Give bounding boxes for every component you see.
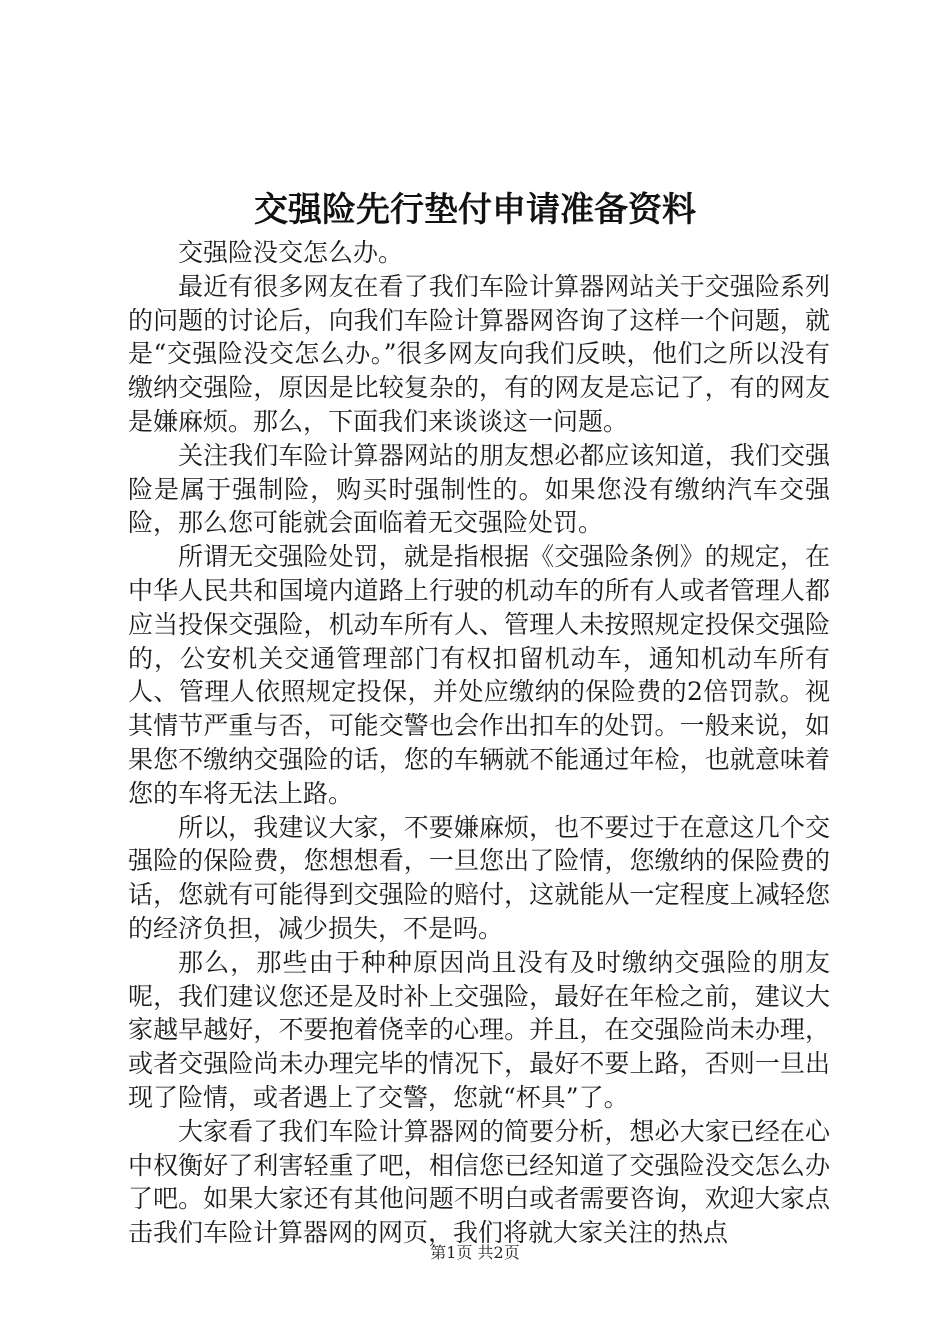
document-title: 交强险先行垫付申请准备资料 [254,190,696,230]
paragraph: 所谓无交强险处罚，就是指根据《交强险条例》的规定，在中华人民共和国境内道路上行驶的机动车的所有人或者管理人都应当投保交强险，机动车所有人、管理人未按照规定投保交强险的，公安机关交通管理部门有权扣留机动车，通知机动车所有人、管理人依照规定投保，并处应缴纳的保险费的2倍罚款。视其情节严重与否，可能交警也会作出扣车的处罚。一般来说，如果您不缴纳交强险的话，您的车辆就不能通过年检，也就意味着您的车将无法上路。 [128,542,830,808]
paragraph: 所以，我建议大家，不要嫌麻烦，也不要过于在意这几个交强险的保险费，您想想看，一旦您出了险情，您缴纳的保险费的话，您就有可能得到交强险的赔付，这就能从一定程度上减轻您的经济负担，减少损失，不是吗。 [128,812,830,943]
paragraph: 交强险没交怎么办。 [178,238,404,267]
paragraph: 大家看了我们车险计算器网的简要分析，想必大家已经在心中权衡好了利害轻重了吧，相信您已经知道了交强险没交怎么办了吧。如果大家还有其他问题不明白或者需要咨询，欢迎大家点击我们车险计算器网的网页，我们将就大家关注的热点 [128,1116,830,1248]
document-body [128,236,830,1250]
paragraph: 那么，那些由于种种原因尚且没有及时缴纳交强险的朋友呢，我们建议您还是及时补上交强险，最好在年检之前，建议大家越早越好，不要抱着侥幸的心理。并且，在交强险尚未办理，或者交强险尚未办理完毕的情况下，最好不要上路，否则一旦出现了险情，或者遇上了交警，您就“杯具”了。 [128,947,830,1112]
page-footer: 第1页 共2页 [430,1243,520,1262]
paragraph: 最近有很多网友在看了我们车险计算器网站关于交强险系列的问题的讨论后，向我们车险计算器网咨询了这样一个问题，就是“交强险没交怎么办。”很多网友向我们反映，他们之所以没有缴纳交强险，原因是比较复杂的，有的网友是忘记了，有的网友是嫌麻烦。那么，下面我们来谈谈这一问题。 [128,271,830,436]
paragraph: 关注我们车险计算器网站的朋友想必都应该知道，我们交强险是属于强制险，购买时强制性的。如果您没有缴纳汽车交强险，那么您可能就会面临着无交强险处罚。 [128,440,830,538]
